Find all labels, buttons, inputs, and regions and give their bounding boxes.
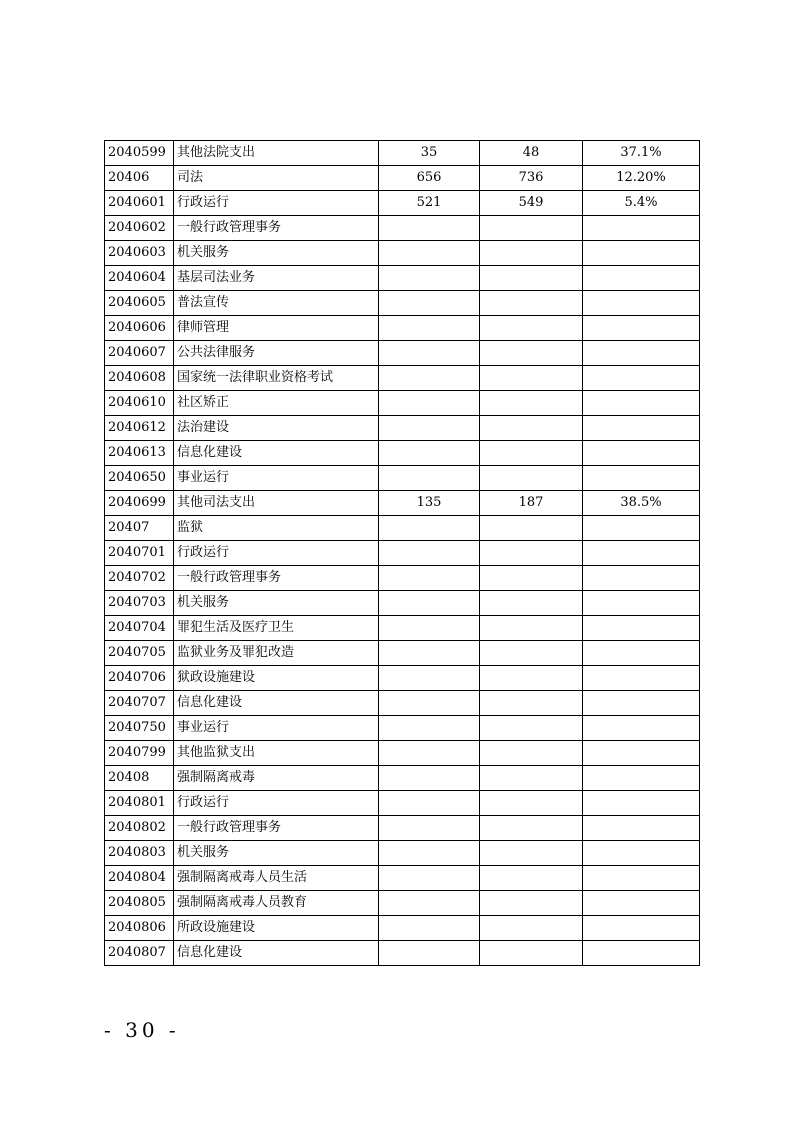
amount-prior-cell — [379, 616, 480, 641]
growth-rate-cell — [583, 766, 700, 791]
table-row — [105, 816, 700, 841]
subject-code-cell: 2040650 — [105, 466, 174, 491]
amount-prior-cell: 35 — [379, 141, 480, 166]
subject-code-cell: 2040607 — [105, 341, 174, 366]
subject-name-cell: 其他司法支出 — [174, 491, 379, 516]
amount-prior-cell — [379, 666, 480, 691]
table-row — [105, 866, 700, 891]
table-row — [105, 466, 700, 491]
amount-current-cell — [480, 941, 583, 966]
subject-name-cell: 机关服务 — [174, 841, 379, 866]
amount-prior-cell — [379, 316, 480, 341]
growth-rate-cell — [583, 241, 700, 266]
table-row — [105, 516, 700, 541]
amount-prior-cell — [379, 816, 480, 841]
growth-rate-cell — [583, 216, 700, 241]
subject-code-cell: 2040599 — [105, 141, 174, 166]
amount-current-cell — [480, 916, 583, 941]
growth-rate-cell — [583, 541, 700, 566]
subject-name-cell: 事业运行 — [174, 716, 379, 741]
table-row — [105, 641, 700, 666]
growth-rate-cell: 37.1% — [583, 141, 700, 166]
subject-name-cell: 信息化建设 — [174, 691, 379, 716]
subject-name-cell: 律师管理 — [174, 316, 379, 341]
amount-prior-cell — [379, 291, 480, 316]
subject-name-cell: 强制隔离戒毒人员生活 — [174, 866, 379, 891]
growth-rate-cell: 38.5% — [583, 491, 700, 516]
amount-prior-cell — [379, 941, 480, 966]
amount-current-cell — [480, 666, 583, 691]
subject-name-cell: 行政运行 — [174, 541, 379, 566]
amount-prior-cell — [379, 216, 480, 241]
amount-prior-cell — [379, 891, 480, 916]
subject-name-cell: 行政运行 — [174, 791, 379, 816]
table-row — [105, 891, 700, 916]
table-row — [105, 766, 700, 791]
subject-name-cell: 其他监狱支出 — [174, 741, 379, 766]
amount-prior-cell — [379, 466, 480, 491]
subject-code-cell: 2040703 — [105, 591, 174, 616]
amount-current-cell — [480, 616, 583, 641]
amount-current-cell — [480, 516, 583, 541]
table-row — [105, 166, 700, 191]
subject-name-cell: 罪犯生活及医疗卫生 — [174, 616, 379, 641]
amount-current-cell — [480, 441, 583, 466]
growth-rate-cell — [583, 266, 700, 291]
subject-name-cell: 司法 — [174, 166, 379, 191]
amount-prior-cell — [379, 266, 480, 291]
amount-current-cell: 187 — [480, 491, 583, 516]
subject-name-cell: 普法宣传 — [174, 291, 379, 316]
subject-code-cell: 2040603 — [105, 241, 174, 266]
table-row — [105, 141, 700, 166]
subject-name-cell: 信息化建设 — [174, 941, 379, 966]
amount-current-cell — [480, 241, 583, 266]
table-row — [105, 441, 700, 466]
subject-name-cell: 一般行政管理事务 — [174, 216, 379, 241]
amount-prior-cell — [379, 241, 480, 266]
amount-prior-cell — [379, 591, 480, 616]
amount-current-cell — [480, 466, 583, 491]
table-row — [105, 666, 700, 691]
subject-code-cell: 2040608 — [105, 366, 174, 391]
amount-current-cell: 736 — [480, 166, 583, 191]
amount-prior-cell — [379, 791, 480, 816]
table-row — [105, 616, 700, 641]
amount-current-cell — [480, 841, 583, 866]
subject-name-cell: 一般行政管理事务 — [174, 816, 379, 841]
amount-current-cell — [480, 641, 583, 666]
subject-name-cell: 机关服务 — [174, 241, 379, 266]
amount-current-cell — [480, 416, 583, 441]
growth-rate-cell — [583, 616, 700, 641]
subject-code-cell: 2040802 — [105, 816, 174, 841]
table-row — [105, 366, 700, 391]
growth-rate-cell — [583, 691, 700, 716]
amount-current-cell — [480, 791, 583, 816]
table-row — [105, 416, 700, 441]
table-row — [105, 316, 700, 341]
table-row — [105, 841, 700, 866]
growth-rate-cell: 12.20% — [583, 166, 700, 191]
growth-rate-cell — [583, 716, 700, 741]
amount-prior-cell: 521 — [379, 191, 480, 216]
amount-current-cell — [480, 541, 583, 566]
subject-name-cell: 行政运行 — [174, 191, 379, 216]
subject-name-cell: 监狱业务及罪犯改造 — [174, 641, 379, 666]
amount-current-cell — [480, 866, 583, 891]
subject-name-cell: 国家统一法律职业资格考试 — [174, 366, 379, 391]
growth-rate-cell — [583, 841, 700, 866]
table-row — [105, 941, 700, 966]
table-row — [105, 716, 700, 741]
subject-code-cell: 20407 — [105, 516, 174, 541]
growth-rate-cell — [583, 366, 700, 391]
amount-prior-cell — [379, 366, 480, 391]
growth-rate-cell — [583, 341, 700, 366]
subject-code-cell: 2040601 — [105, 191, 174, 216]
amount-prior-cell — [379, 716, 480, 741]
subject-code-cell: 2040704 — [105, 616, 174, 641]
table-row — [105, 741, 700, 766]
table-row — [105, 566, 700, 591]
table-row — [105, 691, 700, 716]
budget-table — [104, 140, 700, 966]
subject-name-cell: 社区矫正 — [174, 391, 379, 416]
amount-current-cell — [480, 216, 583, 241]
subject-name-cell: 所政设施建设 — [174, 916, 379, 941]
growth-rate-cell — [583, 591, 700, 616]
table-row — [105, 341, 700, 366]
growth-rate-cell — [583, 641, 700, 666]
amount-current-cell — [480, 291, 583, 316]
growth-rate-cell — [583, 466, 700, 491]
growth-rate-cell — [583, 791, 700, 816]
amount-current-cell: 48 — [480, 141, 583, 166]
table-row — [105, 241, 700, 266]
amount-prior-cell — [379, 566, 480, 591]
subject-code-cell: 2040702 — [105, 566, 174, 591]
growth-rate-cell — [583, 291, 700, 316]
growth-rate-cell — [583, 316, 700, 341]
budget-table-body — [105, 141, 700, 966]
amount-current-cell — [480, 341, 583, 366]
subject-code-cell: 2040807 — [105, 941, 174, 966]
subject-code-cell: 2040707 — [105, 691, 174, 716]
subject-name-cell: 信息化建设 — [174, 441, 379, 466]
subject-name-cell: 强制隔离戒毒人员教育 — [174, 891, 379, 916]
amount-prior-cell — [379, 341, 480, 366]
growth-rate-cell — [583, 516, 700, 541]
subject-code-cell: 2040706 — [105, 666, 174, 691]
table-row — [105, 791, 700, 816]
amount-prior-cell — [379, 916, 480, 941]
growth-rate-cell — [583, 816, 700, 841]
table-row — [105, 916, 700, 941]
growth-rate-cell — [583, 441, 700, 466]
amount-prior-cell — [379, 691, 480, 716]
page-number: - 30 - — [104, 1018, 180, 1042]
amount-prior-cell — [379, 866, 480, 891]
growth-rate-cell — [583, 666, 700, 691]
table-row — [105, 191, 700, 216]
amount-current-cell — [480, 766, 583, 791]
growth-rate-cell — [583, 391, 700, 416]
growth-rate-cell — [583, 866, 700, 891]
subject-name-cell: 狱政设施建设 — [174, 666, 379, 691]
amount-current-cell — [480, 316, 583, 341]
subject-code-cell: 2040705 — [105, 641, 174, 666]
subject-name-cell: 基层司法业务 — [174, 266, 379, 291]
subject-code-cell: 2040602 — [105, 216, 174, 241]
table-row — [105, 216, 700, 241]
subject-code-cell: 2040799 — [105, 741, 174, 766]
amount-current-cell: 549 — [480, 191, 583, 216]
subject-code-cell: 2040604 — [105, 266, 174, 291]
amount-current-cell — [480, 891, 583, 916]
growth-rate-cell: 5.4% — [583, 191, 700, 216]
growth-rate-cell — [583, 566, 700, 591]
subject-code-cell: 2040612 — [105, 416, 174, 441]
amount-current-cell — [480, 366, 583, 391]
subject-code-cell: 2040804 — [105, 866, 174, 891]
growth-rate-cell — [583, 941, 700, 966]
amount-prior-cell — [379, 416, 480, 441]
amount-current-cell — [480, 691, 583, 716]
subject-code-cell: 2040801 — [105, 791, 174, 816]
growth-rate-cell — [583, 416, 700, 441]
amount-current-cell — [480, 566, 583, 591]
amount-prior-cell — [379, 391, 480, 416]
amount-current-cell — [480, 391, 583, 416]
amount-prior-cell — [379, 766, 480, 791]
subject-code-cell: 2040699 — [105, 491, 174, 516]
subject-code-cell: 2040610 — [105, 391, 174, 416]
amount-current-cell — [480, 816, 583, 841]
table-row — [105, 591, 700, 616]
table-row — [105, 491, 700, 516]
subject-name-cell: 强制隔离戒毒 — [174, 766, 379, 791]
subject-code-cell: 2040750 — [105, 716, 174, 741]
subject-name-cell: 机关服务 — [174, 591, 379, 616]
subject-code-cell: 20406 — [105, 166, 174, 191]
amount-prior-cell — [379, 516, 480, 541]
subject-name-cell: 监狱 — [174, 516, 379, 541]
subject-name-cell: 事业运行 — [174, 466, 379, 491]
amount-prior-cell — [379, 841, 480, 866]
amount-current-cell — [480, 716, 583, 741]
subject-code-cell: 2040803 — [105, 841, 174, 866]
subject-name-cell: 一般行政管理事务 — [174, 566, 379, 591]
growth-rate-cell — [583, 916, 700, 941]
subject-code-cell: 2040613 — [105, 441, 174, 466]
amount-prior-cell: 656 — [379, 166, 480, 191]
table-row — [105, 291, 700, 316]
subject-code-cell: 2040606 — [105, 316, 174, 341]
amount-prior-cell: 135 — [379, 491, 480, 516]
subject-code-cell: 2040701 — [105, 541, 174, 566]
amount-current-cell — [480, 591, 583, 616]
subject-name-cell: 公共法律服务 — [174, 341, 379, 366]
subject-code-cell: 2040605 — [105, 291, 174, 316]
amount-prior-cell — [379, 541, 480, 566]
amount-prior-cell — [379, 441, 480, 466]
subject-name-cell: 法治建设 — [174, 416, 379, 441]
amount-current-cell — [480, 741, 583, 766]
table-row — [105, 541, 700, 566]
subject-code-cell: 20408 — [105, 766, 174, 791]
subject-code-cell: 2040805 — [105, 891, 174, 916]
amount-prior-cell — [379, 641, 480, 666]
growth-rate-cell — [583, 741, 700, 766]
table-row — [105, 266, 700, 291]
subject-code-cell: 2040806 — [105, 916, 174, 941]
growth-rate-cell — [583, 891, 700, 916]
subject-name-cell: 其他法院支出 — [174, 141, 379, 166]
amount-current-cell — [480, 266, 583, 291]
amount-prior-cell — [379, 741, 480, 766]
table-row — [105, 391, 700, 416]
